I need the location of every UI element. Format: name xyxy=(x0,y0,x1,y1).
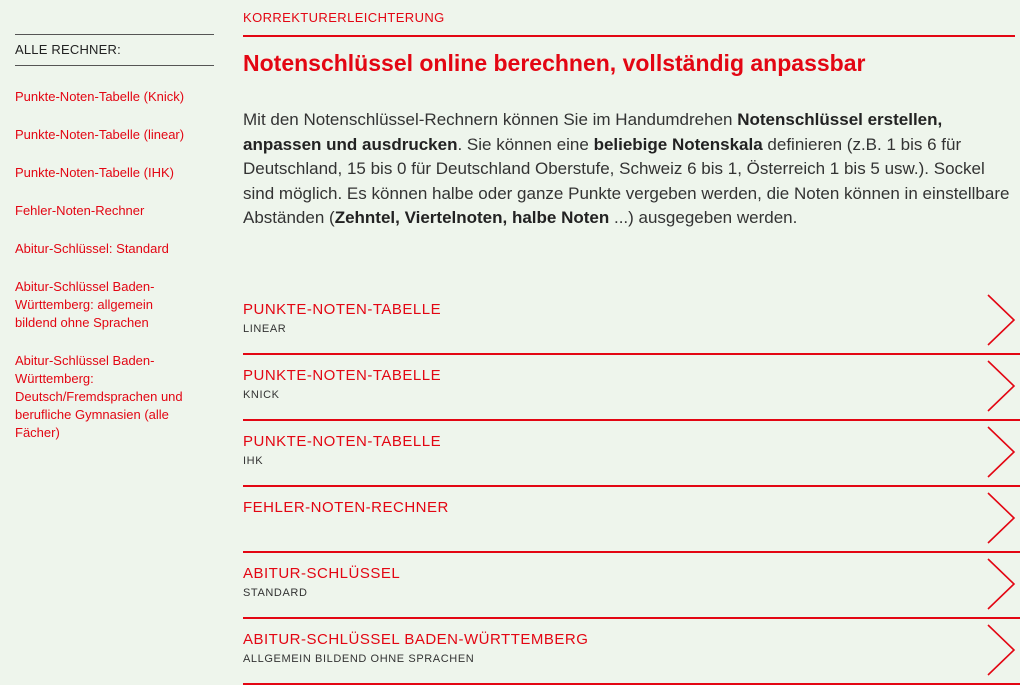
sidebar-heading: ALLE RECHNER: xyxy=(15,34,214,66)
intro-text-1: Mit den Notenschlüssel-Rechnern können Sie im Handumdrehen xyxy=(243,110,738,129)
calculator-list xyxy=(243,289,1020,685)
intro-paragraph xyxy=(243,108,1015,231)
calculator-subtitle: STANDARD xyxy=(243,587,308,599)
chevron-right-icon xyxy=(986,491,1016,545)
chevron-right-icon xyxy=(986,623,1016,677)
intro-bold-3: Zehntel, Viertelnoten, halbe Noten xyxy=(334,208,610,227)
section-kicker: KORREKTURERLEICHTERUNG xyxy=(243,10,1015,37)
page-title: Notenschlüssel online berechnen, vollständig anpassbar xyxy=(243,50,866,76)
chevron-right-icon xyxy=(986,557,1016,611)
calculator-link-punkte-noten-linear[interactable] xyxy=(243,289,1020,355)
chevron-right-icon xyxy=(986,293,1016,347)
chevron-right-icon xyxy=(986,425,1016,479)
sidebar-item-punkte-noten-linear[interactable]: Punkte-Noten-Tabelle (linear) xyxy=(15,127,185,142)
calculator-title: ABITUR-SCHLÜSSEL BADEN-WÜRTTEMBERG xyxy=(243,631,589,648)
calculator-subtitle: KNICK xyxy=(243,389,280,401)
calculator-title: PUNKTE-NOTEN-TABELLE xyxy=(243,367,442,384)
calculator-subtitle: ALLGEMEIN BILDEND OHNE SPRACHEN xyxy=(243,653,475,665)
calculator-title: ABITUR-SCHLÜSSEL xyxy=(243,565,401,582)
sidebar-item-abitur-bw-deutsch[interactable]: Abitur-Schlüssel Baden-Württemberg: Deutsch/Fremdsprachen und berufliche Gymnasien (alle Fächer) xyxy=(15,353,183,440)
calculator-link-abitur-bw-allgemein[interactable] xyxy=(243,619,1020,685)
intro-text-2: . Sie können eine xyxy=(457,134,594,154)
intro-bold-2: beliebige Notenskala xyxy=(593,134,763,154)
sidebar-item-punkte-noten-knick[interactable]: Punkte-Noten-Tabelle (Knick) xyxy=(15,89,185,104)
calculator-link-abitur-standard[interactable] xyxy=(243,553,1020,619)
main-content xyxy=(243,0,1020,665)
calculator-title: FEHLER-NOTEN-RECHNER xyxy=(243,499,449,516)
calculator-link-fehler-noten-rechner[interactable] xyxy=(243,487,1020,553)
chevron-right-icon xyxy=(986,359,1016,413)
calculator-title: PUNKTE-NOTEN-TABELLE xyxy=(243,433,442,450)
sidebar-item-abitur-standard[interactable]: Abitur-Schlüssel: Standard xyxy=(15,241,169,256)
intro-bold-1: Notenschlüssel erstellen, anpassen und ausdrucken xyxy=(243,110,943,154)
calculator-link-punkte-noten-knick[interactable] xyxy=(243,355,1020,421)
sidebar-list xyxy=(15,88,214,442)
sidebar-item-punkte-noten-ihk[interactable]: Punkte-Noten-Tabelle (IHK) xyxy=(15,165,174,180)
intro-text-4: ...) ausgegeben werden. xyxy=(609,208,798,227)
calculator-link-punkte-noten-ihk[interactable] xyxy=(243,421,1020,487)
calculator-title: PUNKTE-NOTEN-TABELLE xyxy=(243,301,442,318)
sidebar-item-fehler-noten-rechner[interactable]: Fehler-Noten-Rechner xyxy=(15,203,145,218)
sidebar-item-abitur-bw-allgemein[interactable]: Abitur-Schlüssel Baden-Württemberg: allgemein bildend ohne Sprachen xyxy=(15,279,155,330)
intro-text-3: definieren (z.B. 1 bis 6 für Deutschland, 15 bis 0 für Deutschland Oberstufe, Schweiz 6 bis 1, Österreich 1 bis 5 usw.). Sockel sind möglich. Es können halbe oder ganze Punkte vergeben werden, die Noten können in einstellbare Abständen ( xyxy=(243,134,1010,227)
calculator-subtitle: IHK xyxy=(243,455,264,467)
sidebar xyxy=(15,0,214,462)
calculator-subtitle: LINEAR xyxy=(243,323,287,335)
